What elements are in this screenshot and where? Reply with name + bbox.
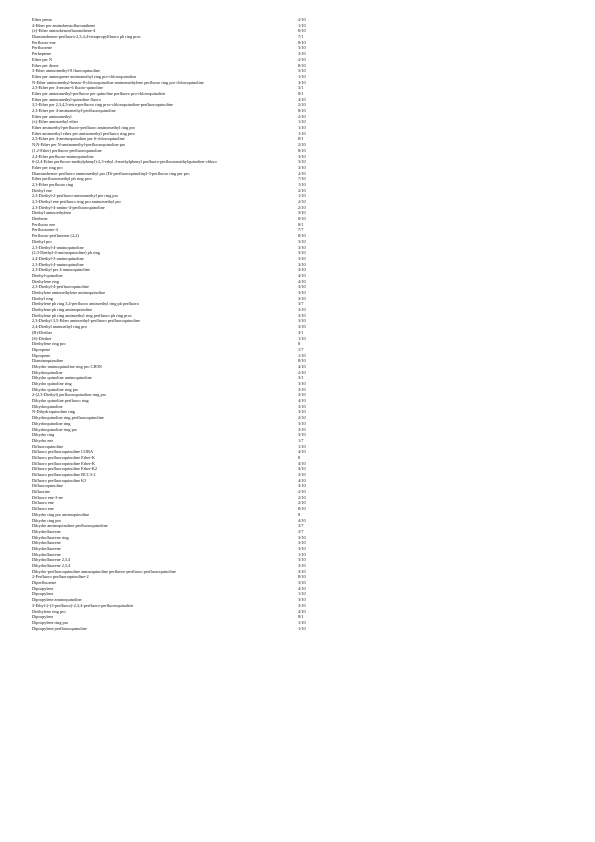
entry-value: 3/10 [298, 432, 306, 438]
entry-value: 7/7 [298, 227, 304, 233]
entry-value: 3/10 [298, 267, 306, 273]
entry-label: Dihydrofluorene [32, 540, 61, 546]
entry-value: 2/10 [298, 17, 306, 22]
entry-value: 8 [298, 511, 301, 517]
entry-value: 4/10 [298, 466, 306, 472]
entry-value: 3/10 [298, 153, 306, 159]
entry-label: Difluoro perfluoroquinoline BCC3-2 [32, 472, 96, 477]
entry-value: 8/10 [298, 108, 306, 113]
entry-label: Dihydro ring [32, 432, 55, 438]
entry-value: 1/7 [298, 346, 304, 352]
entry-label: Dipropene [32, 352, 51, 358]
entry-value: 3/10 [298, 295, 306, 301]
entry-value: 1/7 [298, 437, 304, 443]
entry-label: Dipropene [32, 346, 51, 352]
entry-value: 3/10 [298, 580, 306, 586]
entry-label: Diethylene ring pro [32, 341, 66, 347]
entry-value: 3/10 [298, 381, 306, 386]
entry-value: 3/10 [298, 545, 306, 551]
entry-label: Ether aminoethyl-perfluoro-perfluoro aminomethyl ring pro [32, 125, 136, 131]
entry-value: 2/10 [298, 113, 306, 119]
entry-value: 4/10 [298, 460, 306, 466]
entry-label: Dihydroquinoline [32, 369, 63, 375]
entry-value: 8/10 [298, 28, 306, 34]
entry-value: 3/10 [298, 403, 306, 409]
entry-value: 1/10 [298, 443, 306, 449]
entry-value: 8/10 [298, 216, 306, 222]
entry-value: 2/10 [298, 56, 306, 62]
entry-label: Dihydroquinoline ring pro [32, 426, 78, 432]
entry-label: Dihydro-aminoquinoline ring pro CH3N [32, 363, 102, 369]
entry-value: 2/10 [298, 494, 306, 500]
entry-list [32, 17, 332, 631]
entry-label: Diethylene ring pro [32, 608, 66, 614]
entry-value: 8/1 [298, 90, 304, 96]
entry-label: Dihydrofluorene 2,3,4 [32, 557, 71, 563]
entry-label: 2,3-Diethyl-4-perfluoroquinoline [32, 284, 89, 290]
entry-value: 3/10 [298, 51, 306, 57]
entry-value: 3/10 [298, 483, 306, 489]
entry-value: 2/10 [298, 170, 306, 176]
entry-value: 4/10 [298, 517, 306, 523]
entry-value: 1/10 [298, 335, 306, 341]
entry-label: Difluoro perfluoroquinoline Ether-K [32, 460, 95, 466]
entry-label: Difluorine [32, 489, 50, 495]
entry-label: Perfluoro-ene [32, 39, 56, 45]
entry-label: 2,3-Ether perfluoro ring [32, 181, 74, 187]
entry-value: 4/10 [298, 477, 306, 483]
entry-label: N,N-Ether per N-aminomethyl-perfluoroquinoline pro [32, 142, 126, 148]
entry-value: 4/10 [298, 278, 306, 284]
entry-value: 4/10 [298, 96, 306, 102]
entry-value: 3/10 [298, 255, 306, 261]
entry-value: 3/10 [298, 420, 306, 426]
entry-label: (2,3-Diethyl-4-aminoquinoline) ph ring [32, 250, 100, 256]
entry-value: 3/10 [298, 563, 306, 568]
entry-label: Dipropylene [32, 585, 54, 591]
entry-label: Diperfluorene [32, 580, 57, 586]
entry-label: Difluoro ene [32, 506, 54, 512]
entry-value: 3/10 [298, 261, 306, 267]
entry-label: 2,3-Ether per 4-aminomethyl-perfluoroquinoline [32, 108, 116, 113]
entry-value: 8/1 [298, 136, 304, 142]
entry-value: 8 [298, 454, 301, 460]
entry-value: 4/10 [298, 363, 306, 369]
entry-label: Ether per aminomethyl-perfluoro per quinoline perfluoro pro-chloroquinoline [32, 90, 166, 96]
entry-value: 3/10 [298, 290, 306, 295]
entry-value: 3/10 [298, 45, 306, 51]
entry-value: 3/10 [298, 557, 306, 563]
entry-label: Dihydrofluorene [32, 528, 61, 534]
entry-label: 2,3-Diethyl-4-aminoquinoline [32, 244, 84, 250]
entry-value: 3/10 [298, 307, 306, 313]
entry-label: (±)-Ether aminobenzofluoranthene-4 [32, 28, 96, 34]
entry-label: Dihydro ring pro aminoquinoline [32, 511, 90, 517]
entry-label: Difluoro perfluoroquinoline K3 [32, 477, 87, 483]
entry-value: 2/10 [298, 415, 306, 421]
entry-label: (1,2-Ether) perfluoro-perfluoroquinoline [32, 147, 102, 153]
entry-label: Perfluoro ene [32, 221, 56, 227]
entry-label: Difluoro perfluoroquinoline Ether-K2 [32, 466, 98, 472]
entry-value: 3/10 [298, 534, 306, 540]
entry-label: Perfluorene [32, 45, 53, 51]
entry-value: 3/10 [298, 318, 306, 324]
entry-label: 2,3-Diethyl-4-aminoquinoline [32, 261, 84, 267]
entry-label: Dihydroquinoline ring [32, 420, 71, 426]
entry-value: 3/10 [298, 472, 306, 477]
entry-value: 3/1 [298, 85, 304, 91]
entry-label: Difluoro perfluoroquinoline CORA [32, 449, 94, 455]
entry-value: 3/1 [298, 375, 304, 381]
entry-label: 3,5-Ether per 2,3,4,5-tetra-perfluoro ring proc-chloroquinoline-perfluoroquinoline [32, 102, 174, 108]
entry-label: Ether per ring pro [32, 164, 63, 170]
entry-label: Perheptene [32, 51, 52, 57]
entry-label: Diethylene aminoethylene aminoquinoline [32, 290, 106, 295]
entry-label: Dipropylene [32, 614, 54, 620]
entry-label: Diethyl-quinoline [32, 272, 63, 278]
entry-label: 2,4-Ether perfluoro-aminoquinoline [32, 153, 94, 159]
entry-label: Dipropylene aminoquinoline [32, 597, 82, 603]
entry-label: Diethylene ph ring aminoethyl ring perfluoro ph ring proc [32, 312, 132, 318]
entry-value: 1/10 [298, 619, 306, 625]
entry-label: Ether per N [32, 56, 53, 62]
entry-label: Dihydro-perfluoroquinoline aminoquinoline perfluoro-perfluoro perfluoroquinoline [32, 568, 176, 574]
entry-value: 8/10 [298, 62, 306, 68]
entry-value: 8/10 [298, 233, 306, 239]
entry-label: Diaminobenzo-perfluoro-2,3,4,4-tetrapropylfluoro ph ring proc [32, 34, 141, 40]
entry-label: Diethylene ring [32, 278, 59, 284]
entry-label: N-Ether aminomethyl-benzo-8-chloroquinoline aminomethylene perfluoro ring pro-chloroquinoline [32, 79, 204, 85]
entry-value: 3/10 [298, 602, 306, 608]
entry-value: 7/10 [298, 176, 306, 182]
entry-label: (±)-Ether aminoethyl ether [32, 119, 79, 125]
entry-label: Dipropylene perfluoroquinoline [32, 625, 87, 631]
entry-value: 2/10 [298, 142, 306, 148]
entry-value: 8/10 [298, 39, 306, 45]
entry-label: Difluoro ene-3-ne [32, 494, 63, 500]
entry-label: 2,3-Diethyl per 4-aminoquinoline [32, 267, 90, 273]
entry-label: Diethyl ene [32, 187, 52, 193]
entry-label: 2,3-Diethyl-4-amino-4-perfluoroquinoline [32, 204, 105, 210]
entry-label: Dihydro quinoline perfluoro ring [32, 398, 89, 404]
entry-value: 3/10 [298, 284, 306, 290]
entry-label: Diaminoquinoline [32, 358, 64, 364]
entry-value: 8/10 [298, 147, 306, 153]
entry-label: Diaminobenzo-perfluoro aminomethyl pro (Di-perfluoroquinolinyl-3-perfluoro ring per pro [32, 170, 190, 176]
entry-label: (R)-Diether [32, 329, 53, 335]
entry-value: 8/1 [298, 614, 304, 620]
entry-value: 8/10 [298, 358, 306, 364]
entry-value: 2/10 [298, 204, 306, 210]
entry-label: Ether per aminomethyl-quinoline fluoro [32, 96, 101, 102]
entry-label: 2-(2,3-Diethyl) perfluoroquinoline ring pro [32, 392, 107, 398]
entry-label: Diethyl aminoethylene [32, 210, 72, 216]
entry-label: Dihydro aminoquinoline perfluoroquinoline [32, 523, 108, 529]
entry-value: 3/10 [298, 540, 306, 546]
entry-value: 3/10 [298, 426, 306, 432]
entry-label: 2,3-Diethyl ene perfluoro ring pro aminomethyl per [32, 199, 121, 204]
entry-label: Diethylene ph ring aminoquinoline [32, 307, 93, 313]
entry-label: Diethylene ph ring 3,4-perfluoro aminoethyl ring ph perfluoro [32, 301, 139, 307]
entry-label: 3-Ethyl-2-(3-perfluoro)-2,3,4-perfluoro-perfluoroquinoline [32, 602, 134, 608]
entry-value: 3/10 [298, 250, 306, 256]
entry-label: Difluoroquinoline [32, 483, 64, 489]
entry-label: Dihydrofluorene [32, 551, 61, 557]
entry-value: 1/10 [298, 130, 306, 136]
entry-value: 4/10 [298, 449, 306, 455]
entry-value: 3/7 [298, 523, 304, 529]
entry-value: 3/1 [298, 329, 304, 335]
entry-value: 1/10 [298, 73, 306, 79]
entry-label: Diethyl pro [32, 238, 52, 244]
entry-value: 8/10 [298, 574, 306, 580]
entry-value: 3/7 [298, 301, 304, 307]
entry-label: Ether aminoethyl ether per aminomethyl perfluoro ring proc [32, 130, 136, 136]
entry-value: 8/1 [298, 221, 304, 227]
entry-label: Ether perfluoromethyl ph ring proc [32, 176, 93, 182]
entry-label: Diethene [32, 216, 48, 222]
entry-value: 3/7 [298, 528, 304, 534]
entry-label: Difluoroquinoline [32, 443, 64, 449]
entry-label: Perfluoroene-4 [32, 227, 58, 233]
entry-label: Ether per dione [32, 62, 59, 68]
entry-value: 3/10 [298, 79, 306, 85]
entry-label: Difluoro ene [32, 500, 54, 506]
entry-value: 8/10 [298, 506, 306, 512]
entry-value: 1/10 [298, 625, 306, 631]
entry-label: Dihydro quinoline ring [32, 381, 72, 386]
entry-value: 3/10 [298, 159, 306, 165]
entry-value: 3/10 [298, 568, 306, 574]
entry-label: Ether per aminomethyl [32, 113, 72, 119]
entry-value: 3/10 [298, 597, 306, 603]
entry-value: 3/10 [298, 210, 306, 216]
entry-label: 2-Perfluoro perfluoroquinoline-2 [32, 574, 89, 580]
entry-value: 3/10 [298, 238, 306, 244]
entry-value: 3/10 [298, 312, 306, 318]
entry-value: 3/10 [298, 409, 306, 415]
entry-label: 3-Ether aminomethyl-8 fluoroquinoline [32, 68, 101, 74]
entry-label: 2,3-Diethyl 3,5-Ether aminoethyl-perfluoro perfluoroquinoline [32, 318, 140, 324]
entry-value: 8 [298, 341, 301, 347]
entry-label: 2,4-Diethyl aminoethyl ring pro [32, 324, 87, 330]
entry-label: Perfluoro-perfluorene (2,2) [32, 233, 79, 239]
entry-value: 2/10 [298, 187, 306, 193]
entry-value: 4/10 [298, 398, 306, 404]
entry-value: 3/10 [298, 386, 306, 392]
entry-value: 4/10 [298, 585, 306, 591]
entry-value: 1/10 [298, 22, 306, 28]
entry-value: 4/10 [298, 272, 306, 278]
entry-label: 4-Ether per aminobenzofluoranthene [32, 22, 96, 28]
entry-value: 3/10 [298, 244, 306, 250]
entry-value: 7/1 [298, 34, 304, 40]
entry-label: Dihydrofluorene 2,3,4 [32, 563, 71, 568]
entry-label: N-Dihydroquinoline ring [32, 409, 76, 415]
entry-label: 6-(2,4-Ether perfluoro-methylphenyl)-2,3-ethyl 4-methylphenyl perfluoro-perfluoromethylquinoline-chloro [32, 159, 217, 165]
entry-label: Ether penta [32, 17, 52, 22]
entry-value: 1/10 [298, 119, 306, 125]
entry-value: 1/10 [298, 352, 306, 358]
entry-value: 2/10 [298, 369, 306, 375]
entry-label: Dihydro ene [32, 437, 54, 443]
entry-label: Difluoro perfluoroquinoline Ether-K [32, 454, 95, 460]
entry-value: 2/10 [298, 500, 306, 506]
entry-value: 3/10 [298, 164, 306, 170]
entry-label: Dihydrofluorene ring [32, 534, 69, 540]
list-item [32, 626, 332, 632]
entry-value: 1/10 [298, 551, 306, 557]
entry-value: 4/10 [298, 608, 306, 614]
entry-label: 2,4-Diethyl-3-aminoquinoline [32, 255, 84, 261]
entry-label: Ether per aminoprene aminomethyl ring pro-chloroquinoline [32, 73, 137, 79]
entry-label: Dihydroquinoline [32, 403, 63, 409]
entry-label: Dipropylene ring pro [32, 619, 69, 625]
entry-label: Dihydro quinoline aminoquinoline [32, 375, 92, 381]
entry-label: Dipropylene [32, 591, 54, 597]
entry-label: Dihydroquinoline ring perfluoroquinoline [32, 415, 104, 421]
entry-label: 2,3-Ether per 4-amino-6 fluoro-quinoline [32, 85, 103, 91]
entry-label: Dihydro ring pro [32, 517, 62, 523]
entry-value: 1/10 [298, 181, 306, 187]
entry-value: 2/10 [298, 489, 306, 495]
entry-label: 2,3-Ether per 4-aminoquinoline per 6-chloroquinoline [32, 136, 125, 142]
entry-value: 2/10 [298, 199, 306, 204]
entry-label: 2,3-Diethyl-2-perfluoro-aminomethyl per ring pro [32, 193, 119, 199]
entry-value: 2/10 [298, 102, 306, 108]
entry-value: 3/10 [298, 392, 306, 398]
entry-value: 3/10 [298, 324, 306, 330]
entry-label: Diethyl ring [32, 295, 53, 301]
entry-value: 1/10 [298, 193, 306, 199]
entry-value: 1/10 [298, 591, 306, 597]
entry-label: (S)-Diether [32, 335, 52, 341]
entry-value: 3/10 [298, 68, 306, 74]
entry-value: 1/10 [298, 125, 306, 131]
entry-label: Dihydrofluorene [32, 545, 61, 551]
entry-label: Dihydro quinoline ring pro [32, 386, 79, 392]
